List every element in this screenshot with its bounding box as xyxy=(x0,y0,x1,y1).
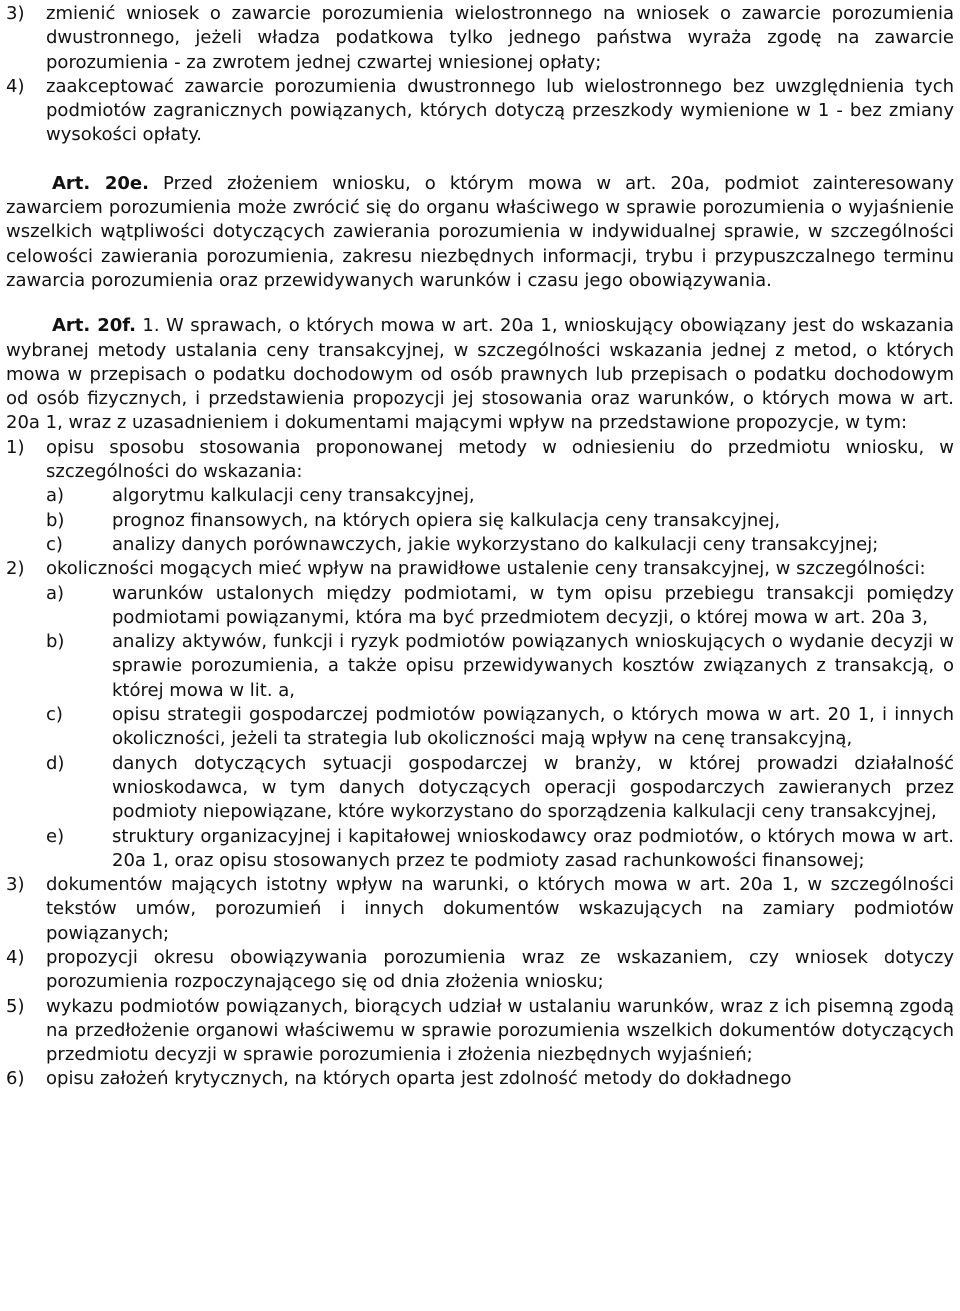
sub-item xyxy=(6,533,954,557)
item-number: 2) xyxy=(6,558,25,580)
item-number: 3) xyxy=(6,3,25,24)
item-text: opisu założeń krytycznych, na których oparta jest zdolność metody do dokładnego xyxy=(46,1068,792,1090)
sub-item xyxy=(6,484,954,508)
spacer xyxy=(6,148,954,172)
list-item xyxy=(6,1067,954,1091)
list-item xyxy=(6,2,954,75)
article-label: Art. 20e. xyxy=(52,172,149,194)
sub-item xyxy=(6,752,954,825)
item-text: dokumentów mających istotny wpływ na warunki, o których mowa w art. 20a 1, w szczególności tekstów umów, porozumień i innych dokumentów wskazujących na zamiary podmiotów powiązanych; xyxy=(46,874,954,944)
item-number: 5) xyxy=(6,995,25,1017)
item-text: propozycji okresu obowiązywania porozumienia wraz ze wskazaniem, czy wniosek dotyczy porozumienia rozpoczynającego się od dnia złożenia wniosku; xyxy=(46,946,954,993)
sub-item-letter: a) xyxy=(46,582,65,604)
article-20e xyxy=(6,172,954,293)
sub-item-text: opisu strategii gospodarczej podmiotów powiązanych, o których mowa w art. 20 1, i innych okoliczności, jeżeli ta strategia lub okoliczności mają wpływ na cenę transakcyjną, xyxy=(112,704,954,750)
item-text: zmienić wniosek o zawarcie porozumienia wielostronnego na wniosek o zawarcie porozumienia dwustronnego, jeżeli władza podatkowa tylko jednego państwa wyraża zgodę na zawarcie porozumienia - za zwrotem jednej czwartej wniesionej opłaty; xyxy=(46,3,954,73)
sub-item-letter: c) xyxy=(46,533,63,555)
list-item xyxy=(6,873,954,946)
item-number: 4) xyxy=(6,946,25,968)
sub-item-text: analizy danych porównawczych, jakie wykorzystano do kalkulacji ceny transakcyjnej; xyxy=(112,533,879,555)
item-text: okoliczności mogących mieć wpływ na prawidłowe ustalenie ceny transakcyjnej, w szczególności: xyxy=(46,558,926,580)
sub-item xyxy=(6,825,954,874)
sub-item xyxy=(6,582,954,631)
sub-item-letter: d) xyxy=(46,752,65,774)
sub-item-text: algorytmu kalkulacji ceny transakcyjnej, xyxy=(112,485,475,507)
sub-item-letter: b) xyxy=(46,509,65,531)
item-text: opisu sposobu stosowania proponowanej metody w odniesieniu do przedmiotu wniosku, w szczególności do wskazania: xyxy=(46,436,954,483)
sub-item xyxy=(6,703,954,752)
item-number: 4) xyxy=(6,75,25,97)
sub-item xyxy=(6,509,954,533)
spacer xyxy=(6,293,954,314)
list-item xyxy=(6,995,954,1068)
sub-item-text: danych dotyczących sytuacji gospodarczej w branży, w której prowadzi działalność wnioskodawca, w tym danych dotyczących operacji gospodarczych zawieranych przez podmioty niepowiązane, które wykorzystano do sporządzenia kalkulacji ceny transakcyjnej, xyxy=(112,752,954,823)
item-text: wykazu podmiotów powiązanych, biorących udział w ustalaniu warunków, wraz z ich pisemną zgodą na przedłożenie organowi właściwemu w sprawie porozumienia wszelkich dokumentów dotyczących przedmiotu decyzji w sprawie porozumienia i złożenia niezbędnych wyjaśnień; xyxy=(46,995,954,1066)
item-number: 1) xyxy=(6,436,25,458)
article-label: Art. 20f. xyxy=(52,315,136,337)
article-20f xyxy=(6,314,954,435)
item-text: zaakceptować zawarcie porozumienia dwustronnego lub wielostronnego bez uwzględnienia tych podmiotów zagranicznych powiązanych, których dotyczą przeszkody wymienione w 1 - bez zmiany wysokości opłaty. xyxy=(46,75,954,146)
sub-item-text: analizy aktywów, funkcji i ryzyk podmiotów powiązanych wnioskujących o wydanie decyzji w sprawie porozumienia, a także opisu przewidywanych kosztów związanych z transakcją, o której mowa w lit. a, xyxy=(112,631,954,701)
list-item xyxy=(6,436,954,485)
list-item xyxy=(6,557,954,581)
sub-item xyxy=(6,630,954,703)
article-text: 1. W sprawach, o których mowa w art. 20a 1, wnioskujący obowiązany jest do wskazania wybranej metody ustalania ceny transakcyjnej, w szczególności wskazania jednej z metod, o których mowa w przepisach o podatku dochodowym od osób prawnych lub przepisach o podatku dochodowym od osób fizycznych, i przedstawienia propozycji jej stosowania oraz warunków, o których mowa w art. 20a 1, wraz z uzasadnieniem i dokumentami mającymi wpływ na przedstawione propozycje, w tym: xyxy=(6,315,954,434)
item-number: 6) xyxy=(6,1068,25,1090)
list-item xyxy=(6,946,954,995)
sub-item-text: warunków ustalonych między podmiotami, w tym opisu przebiegu transakcji pomiędzy podmiotami powiązanymi, która ma być przedmiotem decyzji, o której mowa w art. 20a 3, xyxy=(112,582,954,628)
article-text: Przed złożeniem wniosku, o którym mowa w art. 20a, podmiot zainteresowany zawarciem porozumienia może zwrócić się do organu właściwego w sprawie porozumienia o wyjaśnienie wszelkich wątpliwości dotyczących zawierania porozumienia w indywidualnej sprawie, w szczególności celowości zawierania porozumienia, zakresu niezbędnych informacji, trybu i przypuszczalnego terminu zawarcia porozumienia oraz przewidywanych warunków i czasu jego obowiązywania. xyxy=(6,172,954,291)
sub-item-text: struktury organizacyjnej i kapitałowej wnioskodawcy oraz podmiotów, o których mowa w art. 20a 1, oraz opisu stosowanych przez te podmioty zasad rachunkowości finansowej; xyxy=(112,825,954,871)
sub-item-letter: c) xyxy=(46,704,63,726)
sub-item-text: prognoz finansowych, na których opiera się kalkulacja ceny transakcyjnej, xyxy=(112,509,781,531)
sub-item-letter: a) xyxy=(46,485,65,507)
item-number: 3) xyxy=(6,874,25,896)
sub-item-letter: e) xyxy=(46,825,65,847)
list-item xyxy=(6,75,954,148)
sub-item-letter: b) xyxy=(46,631,65,653)
